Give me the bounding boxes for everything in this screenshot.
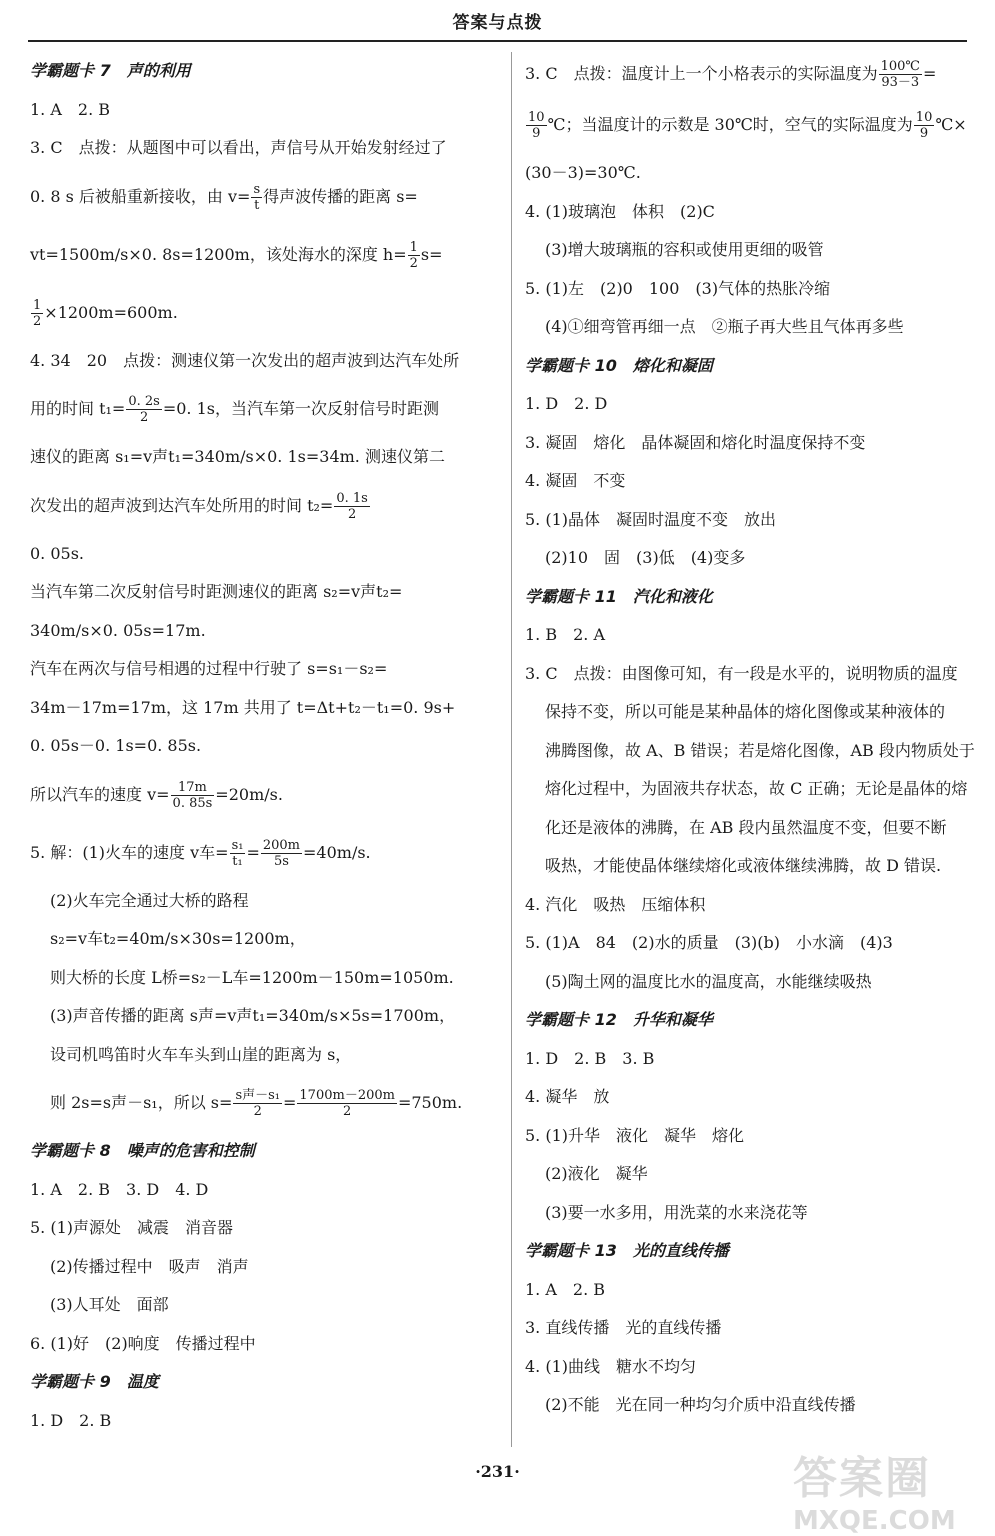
right-column [525, 52, 975, 1425]
answer-line: 340m/s×0. 05s=17m. [30, 620, 206, 640]
answer-line: 则大桥的长度 L桥=s₂－L车=1200m－150m=1050m. [50, 967, 454, 987]
answer-line: 0. 05s－0. 1s=0. 85s. [30, 736, 202, 755]
answer-line: (2)传播过程中 吸声 消声 [50, 1256, 249, 1276]
answer-line: 则 2s=s声－s₁，所以 s= $\frac{\text{s声－s₁}}{2}$ = $\frac{1700m-200m}{2}$ =750m. [50, 1088, 463, 1119]
answer-line: 化还是液体的沸腾，在 AB 段内虽然温度不变，但要不断 [545, 817, 947, 837]
answer-line: 1. D 2. B 3. B [525, 1048, 655, 1068]
fraction: $\frac{0. 2s}{2}$ [128, 394, 160, 425]
fraction: $\frac{\text{s声－s₁}}{2}$ [235, 1088, 280, 1119]
answer-line: 5. (1)A 84 (2)水的质量 (3)(b) 小水滴 (4)3 [525, 933, 893, 952]
answer-line: 所以汽车的速度 v= $\frac{17m}{0. 85s}$ =20m/s. [30, 779, 283, 811]
answer-line: 当汽车第二次反射信号时距测速仪的距离 s₂=v声t₂= [30, 582, 403, 601]
watermark-logo [793, 1442, 983, 1536]
answer-line: 汽车在两次与信号相遇的过程中行驶了 s=s₁－s₂= [30, 659, 388, 678]
answer-line: 3. C 点拨：由图像可知，有一段是水平的，说明物质的温度 [525, 663, 958, 683]
watermark-url: MXQE.COM [793, 1506, 956, 1536]
answer-line: 3. C 点拨：从题图中可以看出，声信号从开始发射经过了 [30, 138, 447, 157]
answer-line: (2)不能 光在同一种均匀介质中沿直线传播 [545, 1395, 856, 1414]
answer-line: 1. D 2. B [30, 1410, 112, 1430]
column-divider [511, 52, 512, 1447]
answer-line: (2)火车完全通过大桥的路程 [50, 890, 249, 910]
fraction: $\frac{10}{9}$ [528, 110, 545, 141]
answer-line: 1. A 2. B 3. D 4. D [30, 1179, 209, 1199]
answer-line: 6. (1)好 (2)响度 传播过程中 [30, 1333, 256, 1353]
watermark-text: 答案圈 [793, 1453, 931, 1504]
fraction: $\frac{200m}{5s}$ [262, 837, 300, 869]
answer-line: (4)①细弯管再细一点 ②瓶子再大些且气体再多些 [545, 317, 904, 336]
section-title-7: 学霸题卡 7 声的利用 [30, 61, 191, 80]
answer-line: 4. 凝固 不变 [525, 471, 626, 490]
fraction: $\frac{1}{2}$ [33, 297, 42, 329]
answer-line: 4. 34 20 点拨：测速仪第一次发出的超声波到达汽车处所 [30, 350, 460, 370]
answer-line: 1. A 2. B [525, 1279, 606, 1299]
fraction: $\frac{100℃}{93-3}$ [880, 59, 920, 90]
answer-line: 0. 8 s 后被船重新接收，由 v= $\frac{s}{t}$ 得声波传播的距离 s= [30, 181, 418, 213]
answer-line: 次发出的超声波到达汽车处所用的时间 t₂= $\frac{0. 1s}{2}$ [30, 490, 368, 522]
answer-line: 3. 直线传播 光的直线传播 [525, 1318, 722, 1337]
answer-line: (2)10 固 (3)低 (4)变多 [545, 548, 746, 567]
answer-line: 1. A 2. B [30, 99, 111, 119]
answer-line: (3)声音传播的距离 s声=v声t₁=340m/s×5s=1700m， [50, 1006, 456, 1025]
answer-line: $\frac{10}{9}$ ℃；当温度计的示数是 30℃时，空气的实际温度为 $\frac{10}{9}$ ℃× [528, 110, 967, 141]
answer-line: s₂=v车t₂=40m/s×30s=1200m， [50, 929, 306, 948]
answer-line: (30－3)=30℃. [525, 163, 641, 182]
left-column [30, 52, 500, 1440]
answer-line: 4. (1)玻璃泡 体积 (2)C [525, 201, 715, 221]
answer-line: 4. (1)曲线 糖水不均匀 [525, 1356, 697, 1376]
fraction: $\frac{1700m-200m}{2}$ [299, 1088, 395, 1119]
answer-line: (3)要一水多用，用洗菜的水来浇花等 [545, 1202, 808, 1222]
fraction: $\frac{10}{9}$ [915, 110, 933, 141]
answer-line: 4. 凝华 放 [525, 1087, 610, 1106]
answer-line: 用的时间 t₁= $\frac{0. 2s}{2}$ =0. 1s，当汽车第一次反射信号时距测 [30, 394, 439, 425]
section-title-12: 学霸题卡 12 升华和凝华 [525, 1010, 713, 1029]
answer-line: 1. D 2. D [525, 394, 608, 413]
page-number: ·231· [475, 1462, 520, 1481]
answer-line: 5. (1)声源处 减震 消音器 [30, 1218, 234, 1237]
answer-line: (3)增大玻璃瓶的容积或使用更细的吸管 [545, 240, 824, 259]
fraction: $\frac{17m}{0. 85s}$ [172, 779, 213, 811]
answer-line: vt=1500m/s×0. 8s=1200m，该处海水的深度 h= $\frac{1}{2}$ s= [30, 239, 443, 271]
fraction: $\frac{s}{t}$ [253, 181, 261, 213]
answer-line: 吸热，才能使晶体继续熔化或液体继续沸腾，故 D 错误. [545, 856, 942, 875]
answer-line: 熔化过程中，为固液共存状态，故 C 正确；无论是晶体的熔 [545, 779, 968, 798]
section-title-11: 学霸题卡 11 汽化和液化 [525, 586, 713, 606]
answer-line: 34m－17m=17m，这 17m 共用了 t=Δt+t₂－t₁=0. 9s+ [30, 697, 456, 717]
answer-line: 5. 解：(1)火车的速度 v车= $\frac{\text{s₁}}{\text{t₁}}$ = $\frac{200m}{5s}$ =40m/s. [30, 837, 371, 869]
answer-line: 3. C 点拨：温度计上一个小格表示的实际温度为 $\frac{100℃}{93-3}$ = [525, 59, 937, 90]
answer-line: $\frac{1}{2}$ ×1200m=600m. [33, 297, 178, 329]
answer-line: 沸腾图像，故 A、B 错误；若是熔化图像，AB 段内物质处于 [545, 740, 975, 760]
section-title-9: 学霸题卡 9 温度 [30, 1372, 159, 1391]
section-title-8: 学霸题卡 8 噪声的危害和控制 [30, 1141, 255, 1160]
fraction: $\frac{0. 1s}{2}$ [336, 490, 368, 522]
answer-line: 5. (1)升华 液化 凝华 熔化 [525, 1125, 745, 1145]
answer-line: 3. 凝固 熔化 晶体凝固和熔化时温度保持不变 [525, 432, 866, 452]
answer-line: 4. 汽化 吸热 压缩体积 [525, 894, 706, 914]
section-title-13: 学霸题卡 13 光的直线传播 [525, 1241, 729, 1260]
section-title-10: 学霸题卡 10 熔化和凝固 [525, 355, 713, 375]
fraction: $\frac{\text{s₁}}{\text{t₁}}$ [231, 837, 244, 869]
answer-line: 保持不变，所以可能是某种晶体的熔化图像或某种液体的 [545, 702, 946, 721]
answer-line: (3)人耳处 面部 [50, 1295, 169, 1314]
answer-line: (2)液化 凝华 [545, 1164, 648, 1183]
answer-line: (5)陶土网的温度比水的温度高，水能继续吸热 [545, 971, 872, 991]
answer-line: 5. (1)晶体 凝固时温度不变 放出 [525, 509, 777, 529]
answer-line: 0. 05s. [30, 543, 85, 563]
fraction: $\frac{1}{2}$ [409, 239, 418, 271]
page-header: 答案与点拨 [28, 8, 967, 42]
answer-line: 5. (1)左 (2)0 100 (3)气体的热胀冷缩 [525, 278, 831, 298]
answer-line: 速仪的距离 s₁=v声t₁=340m/s×0. 1s=34m. 测速仪第二 [30, 447, 445, 466]
answer-line: 设司机鸣笛时火车车头到山崖的距离为 s， [50, 1044, 352, 1064]
answer-line: 1. B 2. A [525, 625, 606, 644]
